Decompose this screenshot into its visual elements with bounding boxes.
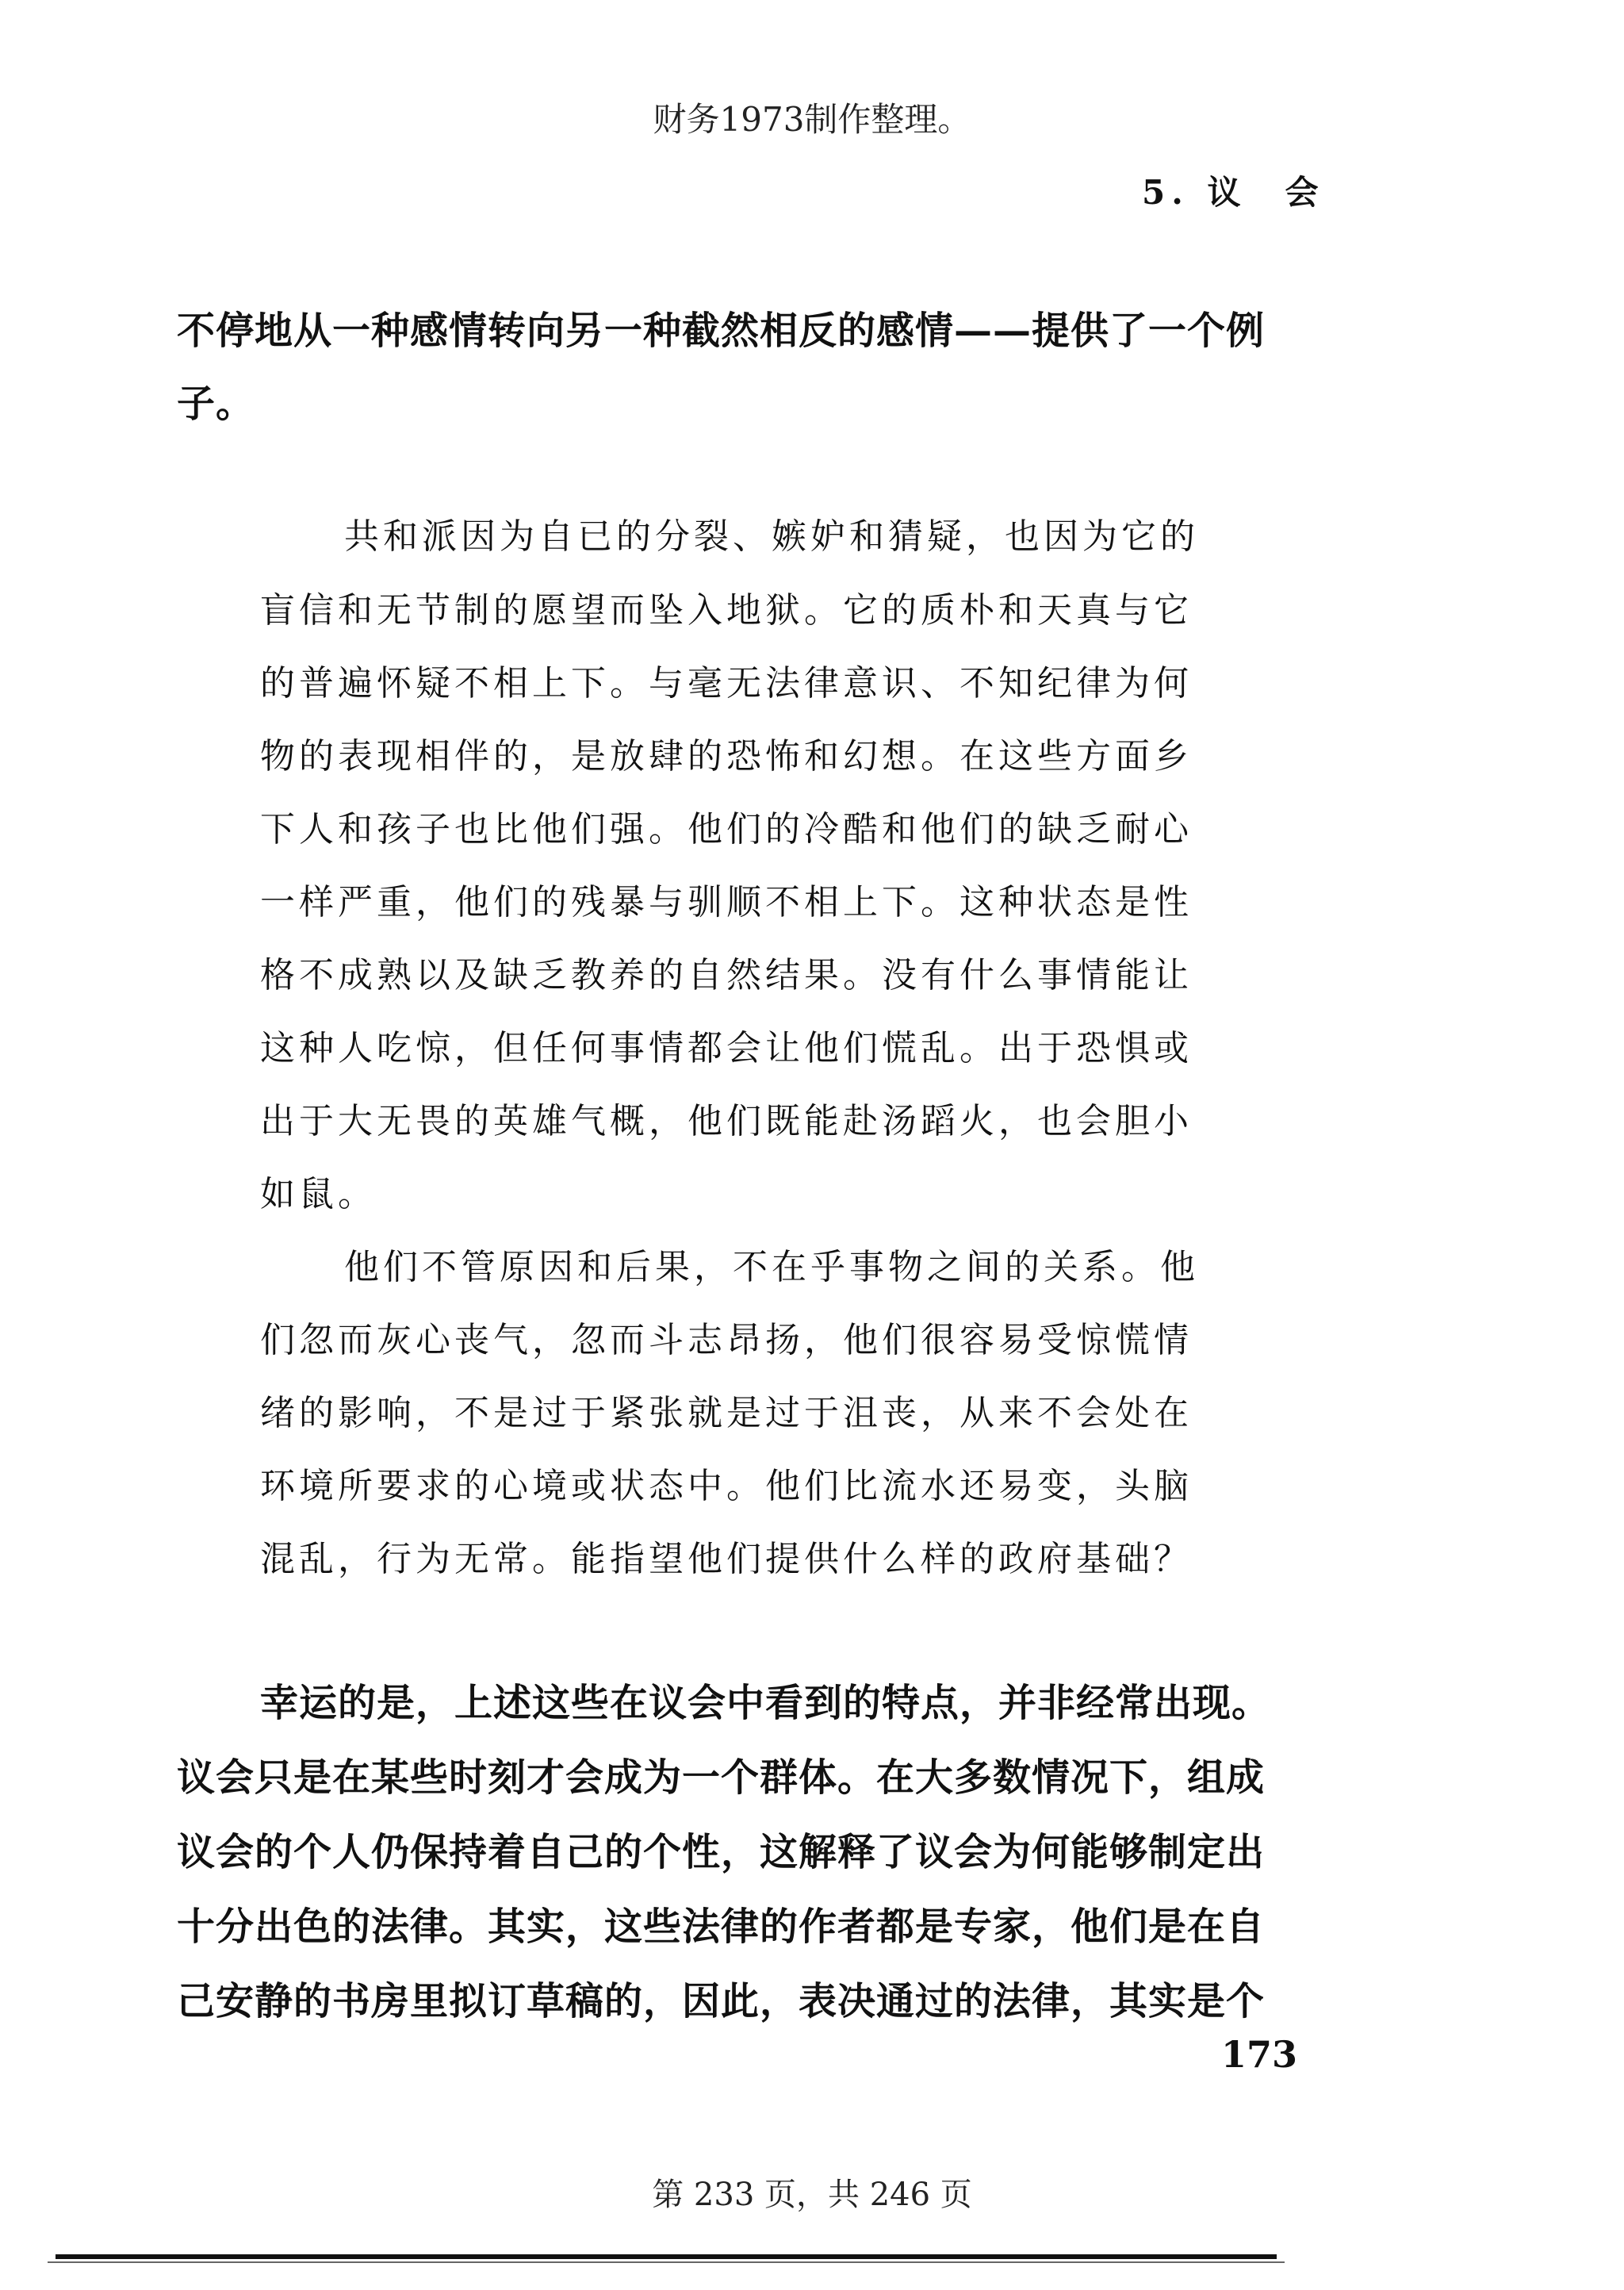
scan-edge-line bbox=[56, 2254, 1277, 2259]
chapter-number: 5. bbox=[1142, 173, 1189, 212]
quote-line: 下人和孩子也比他们强。他们的冷酷和他们的缺乏耐心 bbox=[260, 809, 1193, 850]
quote-line: 一样严重，他们的残暴与驯顺不相上下。这种状态是性 bbox=[260, 882, 1193, 923]
scan-edge-line-faint bbox=[48, 2261, 1285, 2263]
quote-line: 绪的影响，不是过于紧张就是过于沮丧，从来不会处在 bbox=[260, 1393, 1193, 1433]
quote-line: 格不成熟以及缺乏教养的自然结果。没有什么事情能让 bbox=[260, 955, 1193, 995]
body-line: 子。 bbox=[177, 382, 255, 426]
body-line: 己安静的书房里拟订草稿的，因此，表决通过的法律，其实是个 bbox=[177, 1979, 1266, 2023]
chapter-title-char-2: 会 bbox=[1285, 173, 1325, 212]
footer-pager: 第 233 页，共 246 页 bbox=[652, 2177, 972, 2213]
body-line: 议会只是在某些时刻才会成为一个群体。在大多数情况下，组成 bbox=[177, 1755, 1266, 1800]
quote-line: 共和派因为自已的分裂、嫉妒和猜疑，也因为它的 bbox=[344, 516, 1199, 557]
page-number: 173 bbox=[1221, 2033, 1298, 2076]
body-line: 幸运的是，上述这些在议会中看到的特点，并非经常出现。 bbox=[260, 1681, 1271, 1725]
quote-line: 的普遍怀疑不相上下。与毫无法律意识、不知纪律为何 bbox=[260, 663, 1193, 704]
quote-line: 们忽而灰心丧气，忽而斗志昂扬，他们很容易受惊慌情 bbox=[260, 1320, 1193, 1360]
quote-line: 如鼠。 bbox=[260, 1174, 377, 1214]
quote-line: 这种人吃惊，但任何事情都会让他们慌乱。出于恐惧或 bbox=[260, 1028, 1193, 1068]
quote-line: 混乱，行为无常。能指望他们提供什么样的政府基础？ bbox=[260, 1539, 1193, 1579]
watermark-text: 财务1973制作整理。 bbox=[653, 100, 971, 139]
quote-line: 物的表现相伴的，是放肆的恐怖和幻想。在这些方面乡 bbox=[260, 736, 1193, 777]
quote-line: 出于大无畏的英雄气概，他们既能赴汤蹈火，也会胆小 bbox=[260, 1101, 1193, 1141]
chapter-title-char-1: 议 bbox=[1207, 173, 1247, 212]
body-line: 不停地从一种感情转向另一种截然相反的感情——提供了一个例 bbox=[177, 309, 1266, 353]
quote-line: 环境所要求的心境或状态中。他们比流水还易变，头脑 bbox=[260, 1466, 1193, 1506]
body-line: 议会的个人仍保持着自己的个性，这解释了议会为何能够制定出 bbox=[177, 1830, 1266, 1874]
quote-line: 盲信和无节制的愿望而坠入地狱。它的质朴和天真与它 bbox=[260, 590, 1193, 631]
quote-line: 他们不管原因和后果，不在乎事物之间的关系。他 bbox=[344, 1247, 1199, 1287]
running-head bbox=[1142, 167, 1325, 214]
body-line: 十分出色的法律。其实，这些法律的作者都是专家，他们是在自 bbox=[177, 1904, 1266, 1949]
